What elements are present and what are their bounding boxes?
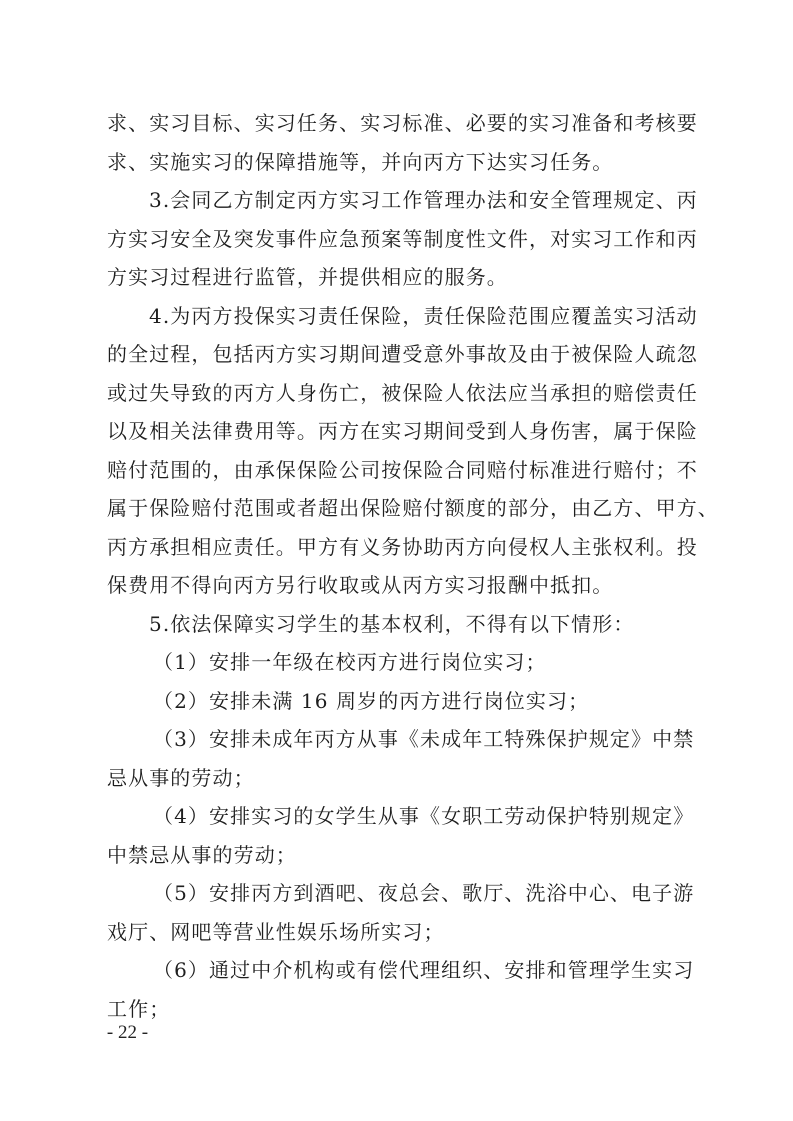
list-item: （5）安排丙方到酒吧、夜总会、歌厅、洗浴中心、电子游 <box>153 881 695 905</box>
text-line: 戏厅、网吧等营业性娱乐场所实习； <box>107 919 445 944</box>
list-item: （2）安排未满 16 周岁的丙方进行岗位实习； <box>153 688 590 713</box>
text-line: 以及相关法律费用等。丙方在实习期间受到人身伤害，属于保险 <box>107 419 698 443</box>
paragraph-start: 3.会同乙方制定丙方实习工作管理办法和安全管理规定、丙 <box>149 188 698 212</box>
text-line: 的全过程，包括丙方实习期间遭受意外事故及由于被保险人疏忽 <box>107 342 698 366</box>
text-line: 求、实习目标、实习任务、实习标准、必要的实习准备和考核要 <box>107 111 698 135</box>
text-line: 属于保险赔付范围或者超出保险赔付额度的部分，由乙方、甲方、 <box>107 496 719 520</box>
text-line: 方实习安全及突发事件应急预案等制度性文件，对实习工作和丙 <box>107 226 698 251</box>
body-text <box>107 104 719 1028</box>
text-line: 求、实施实习的保障措施等，并向丙方下达实习任务。 <box>107 149 614 174</box>
text-line: 赔付范围的，由承保保险公司按保险合同赔付标准进行赔付；不 <box>107 457 698 482</box>
list-item: （1）安排一年级在校丙方进行岗位实习； <box>153 650 547 674</box>
text-line: 方实习过程进行监管，并提供相应的服务。 <box>107 265 508 289</box>
text-line: 或过失导致的丙方人身伤亡，被保险人依法应当承担的赔偿责任 <box>107 380 698 405</box>
text-line: 工作； <box>107 996 171 1021</box>
paragraph-start: 4.为丙方投保实习责任保险，责任保险范围应覆盖实习活动 <box>149 303 698 328</box>
list-item: （3）安排未成年丙方从事《未成年工特殊保护规定》中禁 <box>153 727 695 751</box>
page-number: - 22 - <box>106 1022 149 1043</box>
list-item: （6）通过中介机构或有偿代理组织、安排和管理学生实习 <box>153 958 695 982</box>
text-line: 中禁忌从事的劳动； <box>107 842 297 867</box>
list-item: （4）安排实习的女学生从事《女职工劳动保护特别规定》 <box>153 804 695 828</box>
text-line: 忌从事的劳动； <box>107 765 255 790</box>
text-line: 保费用不得向丙方另行收取或从丙方实习报酬中抵扣。 <box>107 573 614 597</box>
text-line: 丙方承担相应责任。甲方有义务协助丙方向侵权人主张权利。投 <box>107 534 698 559</box>
paragraph-start: 5.依法保障实习学生的基本权利，不得有以下情形： <box>149 611 635 636</box>
